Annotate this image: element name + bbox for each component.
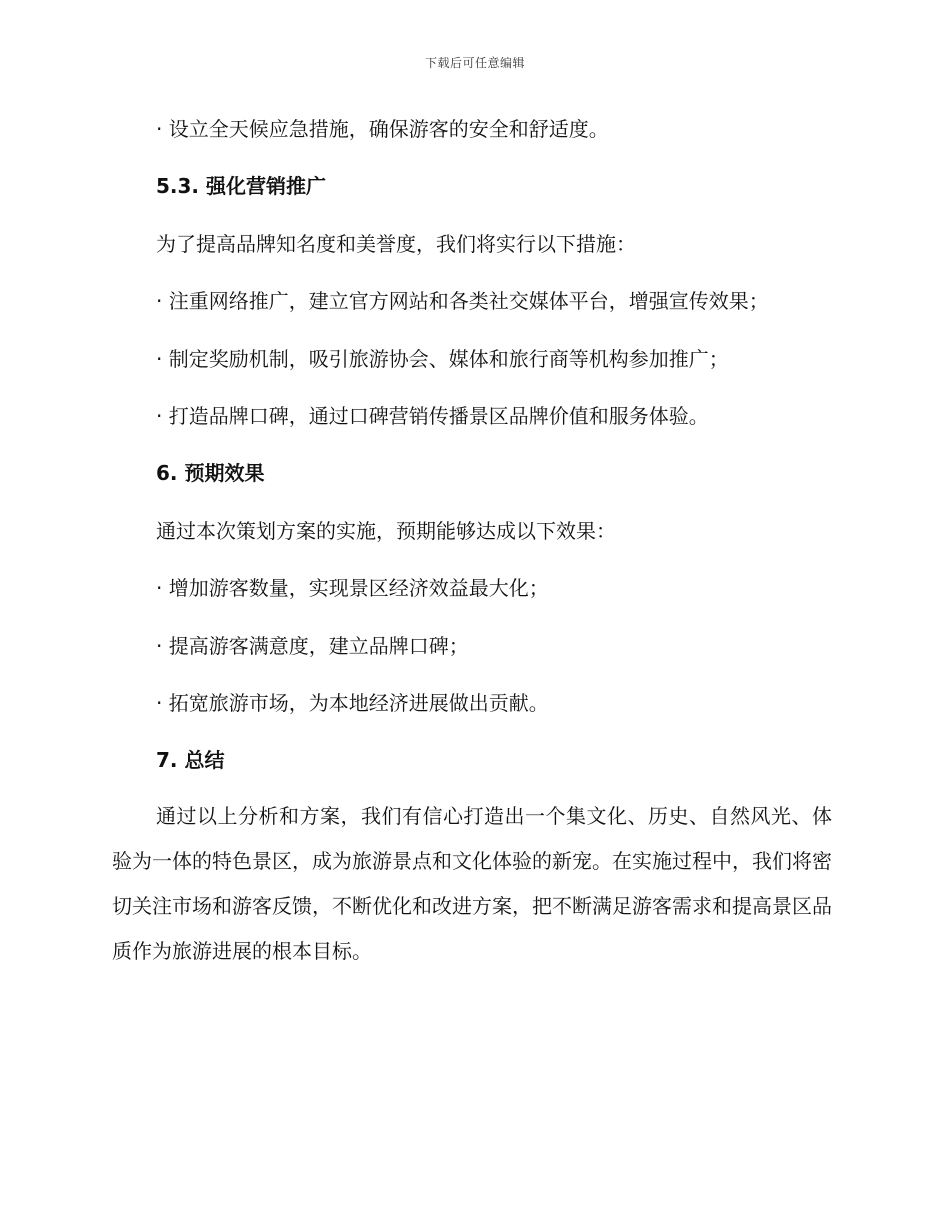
- bullet-brand-reputation: · 打造品牌口碑，通过口碑营销传播景区品牌价值和服务体验。: [156, 404, 709, 428]
- page-header: 下载后可任意编辑: [424, 56, 525, 70]
- bullet-reward-mechanism: · 制定奖励机制，吸引旅游协会、媒体和旅行商等机构参加推广；: [156, 347, 729, 371]
- section-intro-6: 通过本次策划方案的实施，预期能够达成以下效果：: [156, 519, 616, 543]
- section-heading-5-3: 5.3. 强化营销推广: [156, 174, 326, 198]
- bullet-visitor-satisfaction: · 提高游客满意度，建立品牌口碑；: [156, 634, 469, 658]
- section-heading-7: 7. 总结: [156, 748, 225, 772]
- section-heading-6: 6. 预期效果: [156, 461, 265, 485]
- section-intro-5-3: 为了提高品牌知名度和美誉度，我们将实行以下措施：: [156, 232, 636, 256]
- bullet-increase-visitors: · 增加游客数量，实现景区经济效益最大化；: [156, 576, 549, 600]
- bullet-online-promotion: · 注重网络推广，建立官方网站和各类社交媒体平台，增强宣传效果；: [156, 289, 769, 313]
- summary-paragraph: 通过以上分析和方案，我们有信心打造出一个集文化、历史、自然风光、体验为一体的特色景区，成为旅游景点和文化体验的新宠。在实施过程中，我们将密切关注市场和游客反馈，不断优化和改进方案，把不断满足游客需求和提高景区品质作为旅游进展的根本目标。: [112, 804, 832, 963]
- bullet-expand-market: · 拓宽旅游市场，为本地经济进展做出贡献。: [156, 691, 549, 715]
- bullet-emergency-measures: · 设立全天候应急措施，确保游客的安全和舒适度。: [156, 117, 609, 141]
